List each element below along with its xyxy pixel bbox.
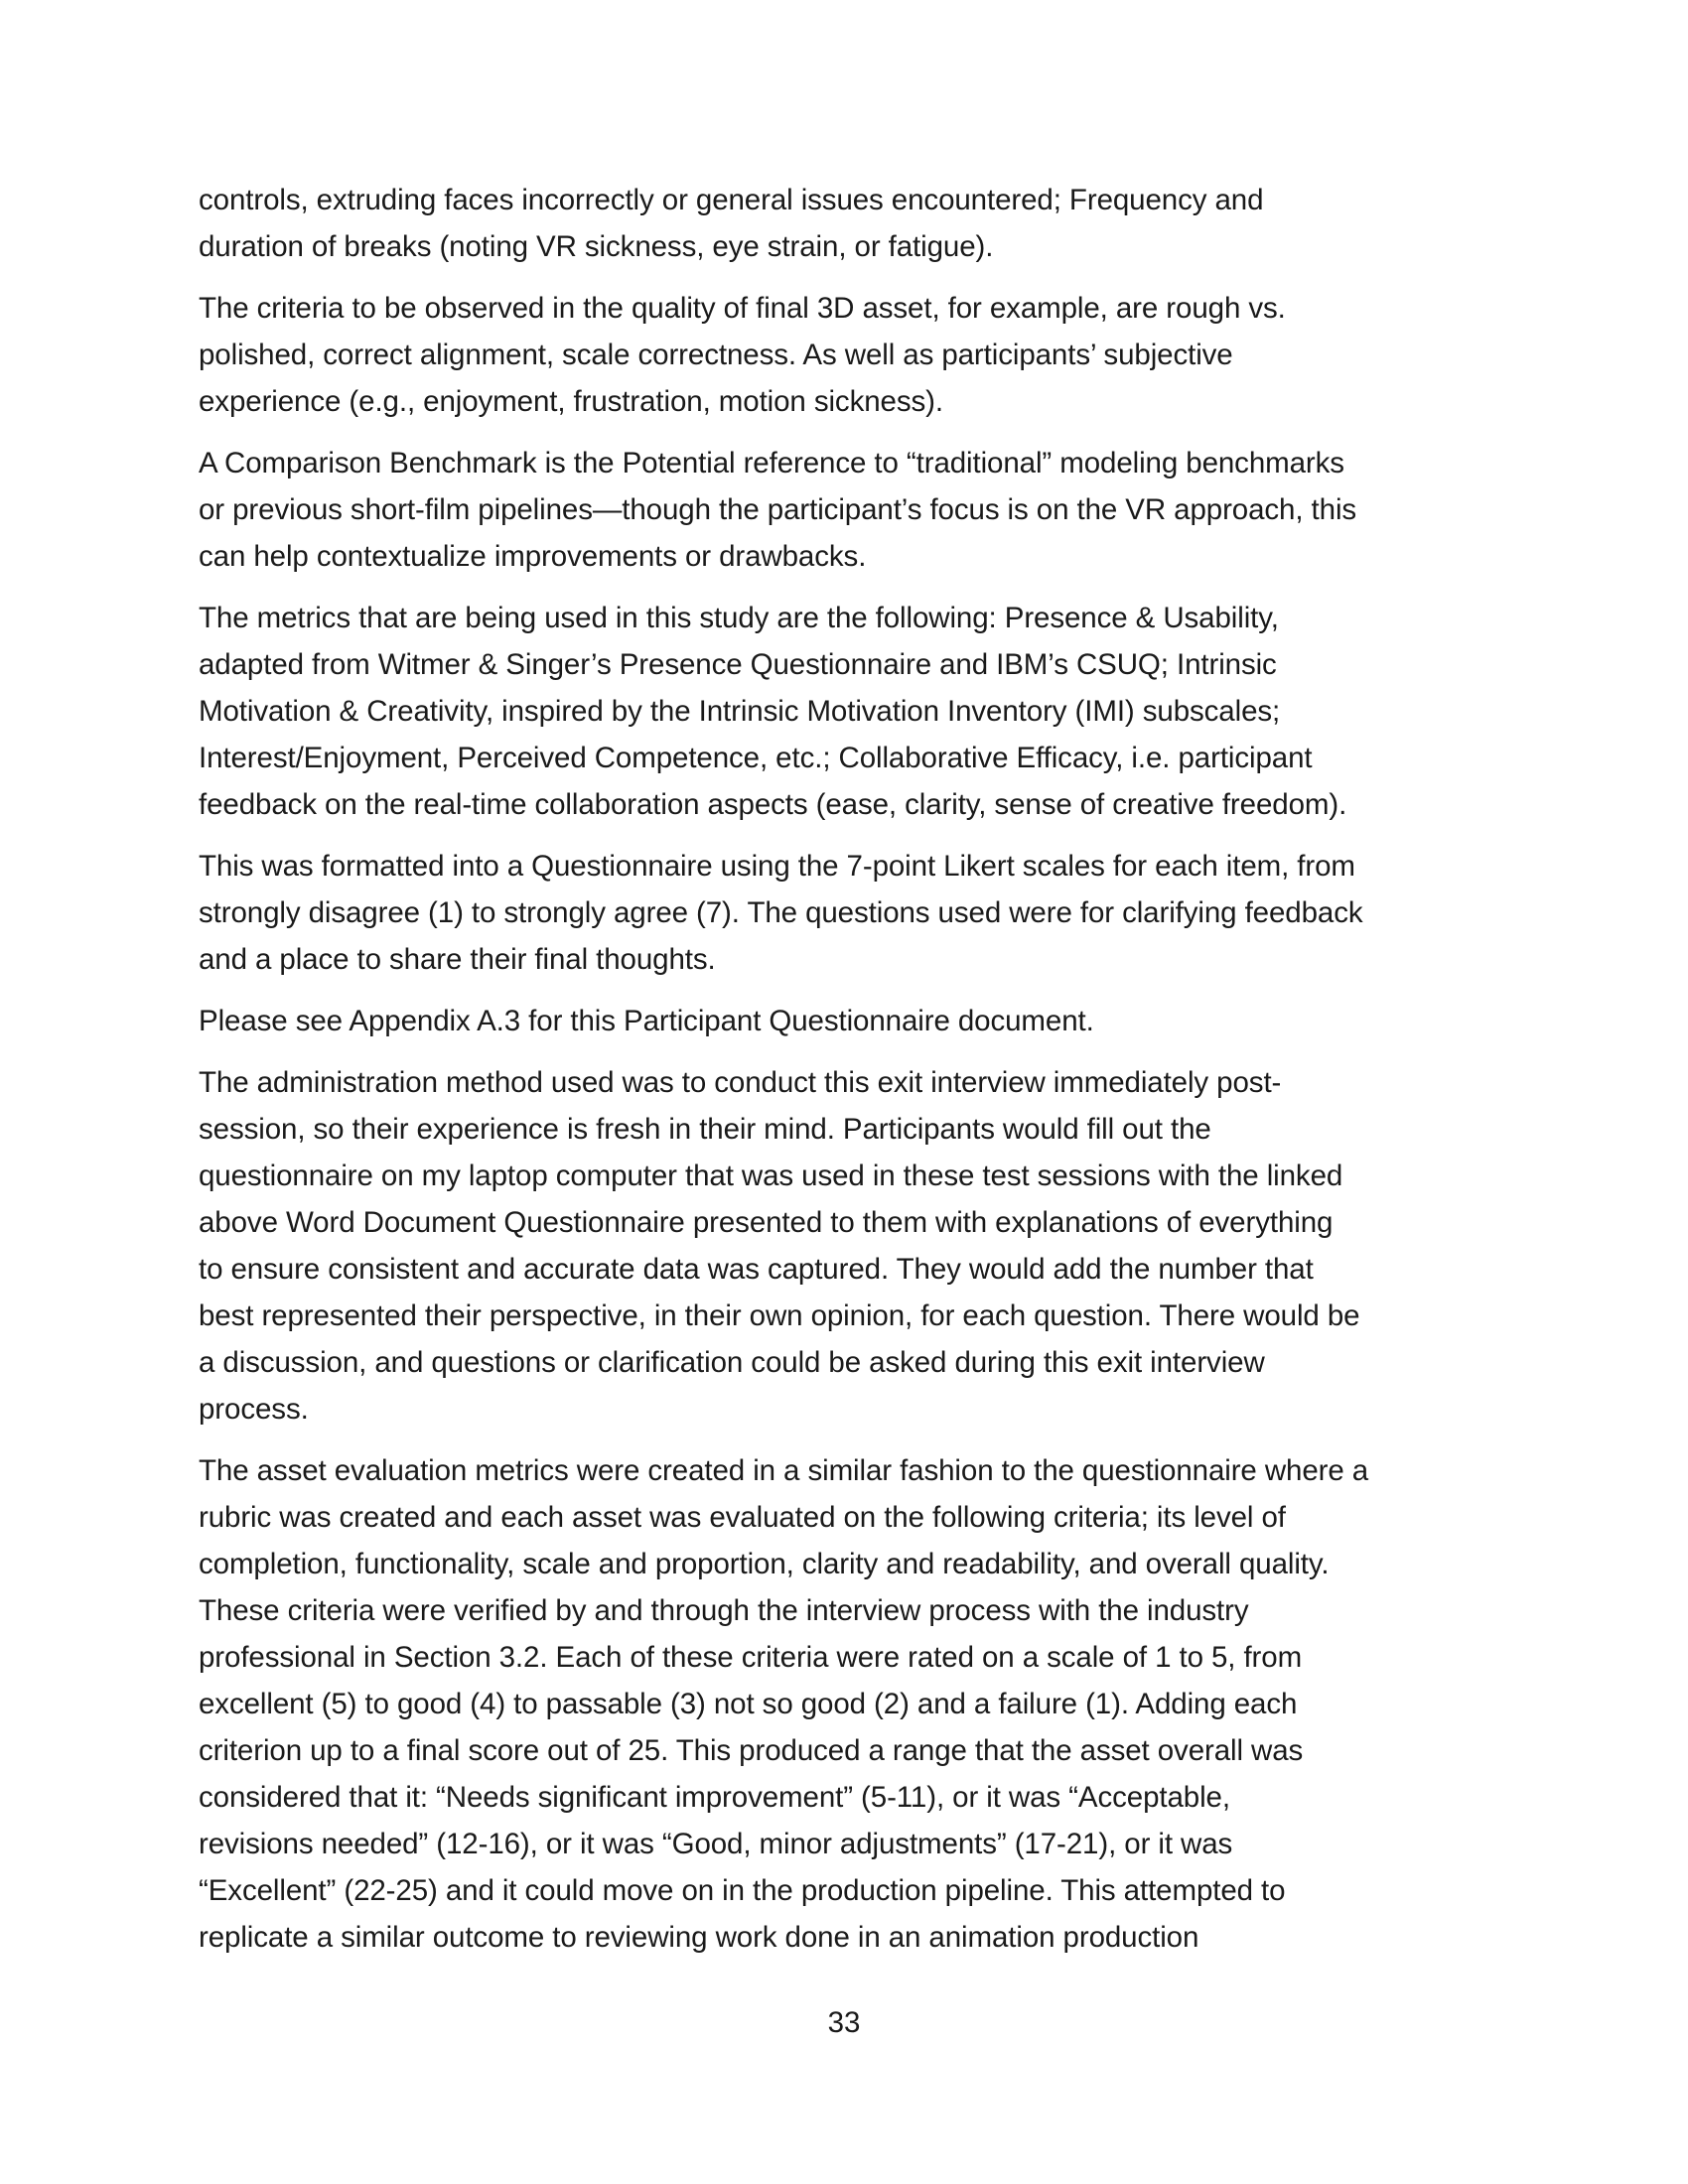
text-line: A Comparison Benchmark is the Potential reference to “traditional” modeling benchmarks [199, 447, 1344, 479]
text-line: Please see Appendix A.3 for this Participant Questionnaire document. [199, 1005, 1094, 1037]
text-line: rubric was created and each asset was evaluated on the following criteria; its level of [199, 1501, 1286, 1534]
paragraph-metrics [199, 595, 1494, 828]
text-line: and a place to share their final thoughts. [199, 943, 716, 976]
text-line: session, so their experience is fresh in their mind. Participants would fill out the [199, 1113, 1211, 1146]
paragraph-comparison-benchmark [199, 440, 1494, 580]
text-line: criterion up to a final score out of 25. This produced a range that the asset overall was [199, 1734, 1304, 1767]
text-line: Interest/Enjoyment, Perceived Competence, etc.; Collaborative Efficacy, i.e. participant [199, 742, 1313, 774]
text-line: revisions needed” (12-16), or it was “Good, minor adjustments” (17-21), or it was [199, 1828, 1233, 1860]
text-line: professional in Section 3.2. Each of these criteria were rated on a scale of 1 to 5, from [199, 1641, 1303, 1674]
page-number: 33 [827, 2006, 861, 2039]
text-line: replicate a similar outcome to reviewing work done in an animation production [199, 1921, 1199, 1954]
paragraph-asset-evaluation [199, 1447, 1494, 1961]
text-line: considered that it: “Needs significant improvement” (5-11), or it was “Acceptable, [199, 1781, 1230, 1814]
paragraph-observations-continued [199, 177, 1494, 270]
text-line: These criteria were verified by and through the interview process with the industry [199, 1594, 1249, 1627]
text-line: This was formatted into a Questionnaire using the 7-point Likert scales for each item, from [199, 850, 1355, 883]
text-line: polished, correct alignment, scale correctness. As well as participants’ subjective [199, 339, 1233, 371]
text-line: controls, extruding faces incorrectly or general issues encountered; Frequency and [199, 184, 1264, 216]
text-line: strongly disagree (1) to strongly agree (7). The questions used were for clarifying feedback [199, 896, 1363, 929]
text-line: The administration method used was to conduct this exit interview immediately post- [199, 1066, 1282, 1099]
text-line: adapted from Witmer & Singer’s Presence Questionnaire and IBM’s CSUQ; Intrinsic [199, 648, 1277, 681]
text-line: feedback on the real-time collaboration aspects (ease, clarity, sense of creative freedom). [199, 788, 1347, 821]
page-body [199, 177, 1494, 1976]
text-line: process. [199, 1393, 309, 1426]
paragraph-questionnaire-format [199, 843, 1494, 983]
text-line: Motivation & Creativity, inspired by the Intrinsic Motivation Inventory (IMI) subscales; [199, 695, 1281, 728]
paragraph-appendix-reference [199, 998, 1494, 1044]
text-line: best represented their perspective, in their own opinion, for each question. There would be [199, 1299, 1360, 1332]
text-line: experience (e.g., enjoyment, frustration, motion sickness). [199, 385, 943, 418]
text-line: The metrics that are being used in this study are the following: Presence & Usability, [199, 602, 1279, 634]
text-line: The asset evaluation metrics were created in a similar fashion to the questionnaire where a [199, 1454, 1369, 1487]
text-line: to ensure consistent and accurate data was captured. They would add the number that [199, 1253, 1314, 1286]
paragraph-administration-method [199, 1059, 1494, 1433]
text-line: “Excellent” (22-25) and it could move on in the production pipeline. This attempted to [199, 1874, 1286, 1907]
text-line: excellent (5) to good (4) to passable (3) not so good (2) and a failure (1). Adding each [199, 1688, 1298, 1720]
text-line: a discussion, and questions or clarification could be asked during this exit interview [199, 1346, 1265, 1379]
text-line: can help contextualize improvements or drawbacks. [199, 540, 867, 573]
text-line: duration of breaks (noting VR sickness, eye strain, or fatigue). [199, 230, 994, 263]
paragraph-quality-criteria [199, 285, 1494, 425]
text-line: questionnaire on my laptop computer that was used in these test sessions with the linked [199, 1160, 1343, 1192]
text-line: The criteria to be observed in the quality of final 3D asset, for example, are rough vs. [199, 292, 1286, 325]
text-line: or previous short-film pipelines—though the participant’s focus is on the VR approach, this [199, 493, 1357, 526]
text-line: above Word Document Questionnaire presented to them with explanations of everything [199, 1206, 1334, 1239]
text-line: completion, functionality, scale and proportion, clarity and readability, and overall quality. [199, 1548, 1330, 1580]
